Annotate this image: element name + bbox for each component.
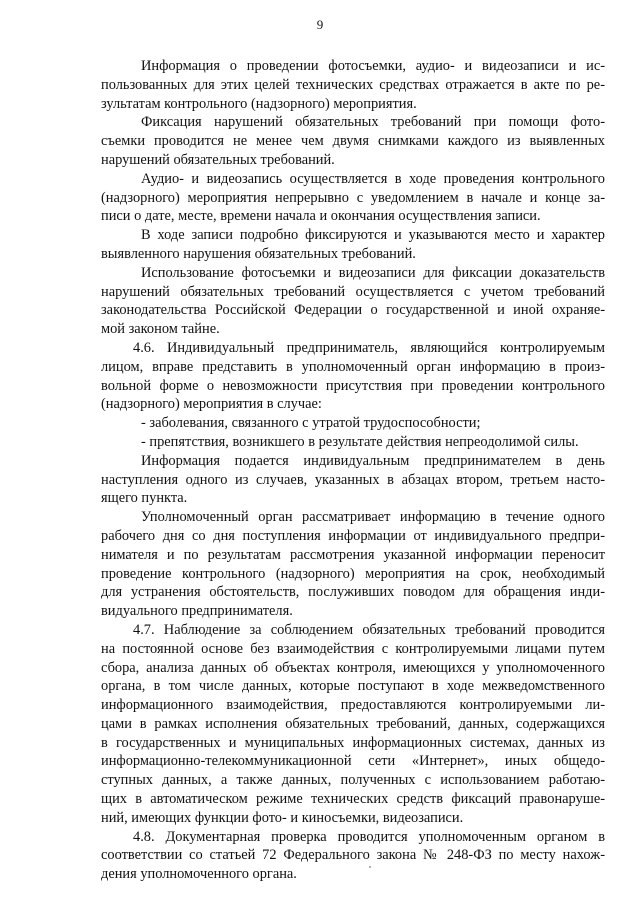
text-line: - заболевания, связанного с утратой трудоспособности; (141, 415, 481, 432)
text-line: сбора, анализа данных об объектах контроля, имеющихся у уполномоченного (101, 659, 605, 676)
text-line: лицом, вправе представить в уполномоченный орган информацию в произ- (101, 358, 605, 375)
text-line: (надзорного) мероприятия в случае: (101, 396, 322, 413)
text-line: вольной форме о невозможности присутствия при проведении контрольного (101, 377, 605, 394)
text-line: цами в рамках исполнения обязательных требований, данных, содержащихся (101, 715, 605, 732)
text-line: информационно-телекоммуникационной сети «Интернет», иных общедо- (101, 753, 605, 770)
text-line: зультатам контрольного (надзорного) мероприятия. (101, 95, 417, 112)
text-line: Фиксация нарушений обязательных требований при помощи фото- (141, 114, 605, 131)
text-line: органа, в том числе данных, которые поступают в ходе межведомственного (101, 678, 605, 695)
text-line: Уполномоченный орган рассматривает информацию в течение одного (141, 509, 605, 526)
page-number: 9 (316, 17, 324, 32)
text-line: видуального предпринимателя. (101, 603, 293, 620)
text-line: ний, имеющих функции фото- и киносъемки, видеозаписи. (101, 809, 464, 826)
text-line: (надзорного) мероприятия непрерывно с уведомлением в начале и конце за- (101, 189, 605, 206)
text-line: Информация о проведении фотосъемки, аудио- и видеозаписи и ис- (141, 58, 605, 74)
text-line: 4.8. Документарная проверка проводится уполномоченным органом в (133, 828, 605, 845)
text-line: для устранения обстоятельств, послуживших поводом для обращения инди- (101, 584, 605, 601)
text-line: нимателя и по результатам рассмотрения указанной информации переносит (101, 546, 605, 563)
text-line: наступления одного из случаев, указанных в абзацах втором, третьем насто- (101, 471, 605, 488)
text-line: - препятствия, возникшего в результате действия непреодолимой силы. (141, 433, 579, 450)
text-line: писи о дате, месте, времени начала и окончания осуществления записи. (101, 208, 541, 225)
text-line: Аудио- и видеозапись осуществляется в ходе проведения контрольного (141, 170, 605, 187)
text-line: соответствии со статьей 72 Федерального закона № 248-ФЗ по месту нахож- (101, 847, 605, 864)
text-line: нарушений обязательных требований осуществляется с учетом требований (101, 283, 605, 300)
text-line: съемки проводится не менее чем двумя снимками каждого из выявленных (101, 133, 605, 150)
text-line: Использование фотосъемки и видеозаписи для фиксации доказательств (141, 264, 605, 281)
text-line: на постоянной основе без взаимодействия с контролируемыми лицами путем (101, 640, 605, 657)
text-line: щих в автоматическом режиме технических средств фиксаций правонаруше- (101, 791, 605, 808)
text-line: дения уполномоченного органа. (101, 866, 297, 883)
text-line: нарушений обязательных требований. (101, 151, 335, 168)
text-line: информационного взаимодействия, предоставляются контролируемыми ли- (101, 697, 605, 714)
text-line: законодательства Российской Федерации о государственной и иной охраняе- (101, 302, 605, 319)
text-line: мой законом тайне. (101, 321, 220, 338)
text-line: 4.6. Индивидуальный предприниматель, являющийся контролируемым (133, 339, 605, 356)
text-line: ящего пункта. (101, 490, 188, 507)
document-body (101, 57, 605, 884)
text-line: проведение контрольного (надзорного) мероприятия на срок, необходимый (101, 565, 605, 582)
text-line: ступных данных, а также данных, полученных с использованием работаю- (101, 772, 605, 789)
text-line: 4.7. Наблюдение за соблюдением обязательных требований проводится (133, 621, 605, 638)
text-line: рабочего дня со дня поступления информации от индивидуального предпри- (101, 527, 605, 544)
text-line: В ходе записи подробно фиксируются и указываются место и характер (141, 227, 605, 244)
text-line: пользованных для этих целей технических средствах отражается в акте по ре- (101, 76, 605, 93)
text-line: Информация подается индивидуальным предпринимателем в день (141, 452, 605, 469)
text-line: выявленного нарушения обязательных требований. (101, 245, 416, 262)
scan-speck (369, 866, 371, 868)
text-line: в государственных и муниципальных информационных системах, данных из (101, 734, 605, 751)
